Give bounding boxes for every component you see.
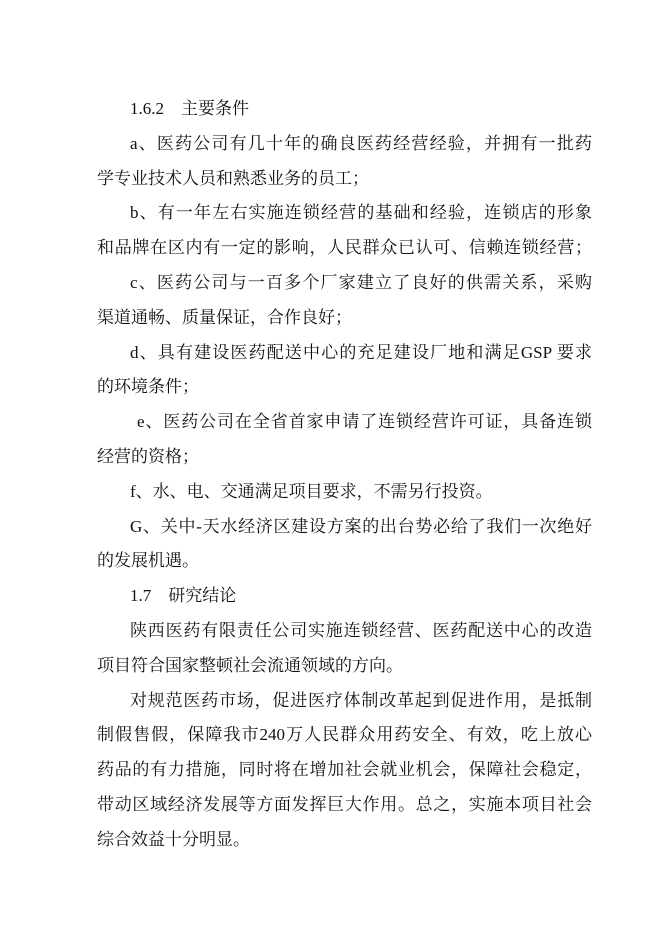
paragraph-line: 经营的资格； [97,446,199,466]
paragraph-line: 的环境条件； [97,377,199,397]
conclusion-paragraph-1 [97,614,592,684]
paragraph-line: 带动区域经济发展等方面发挥巨大作用。总之，实施本项目社会 [97,794,592,814]
paragraph-line: b、有一年左右实施连锁经营的基础和经验，连锁店的形象 [130,203,592,223]
paragraph-line: 陕西医药有限责任公司实施连锁经营、医药配送中心的改造 [130,620,592,640]
paragraph-line: a、医药公司有几十年的确良医药经营经验，并拥有一批药 [130,133,592,153]
condition-b [97,196,592,266]
paragraph-line: 学专业技术人员和熟悉业务的员工； [97,168,369,188]
paragraph-line: 对规范医药市场，促进医疗体制改革起到促进作用，是抵制 [130,690,592,710]
condition-g [97,510,592,580]
paragraph-line: 和品牌在区内有一定的影响，人民群众已认可、信赖连锁经营； [97,238,592,258]
paragraph-line: 项目符合国家整顿社会流通领域的方向。 [97,655,403,675]
paragraph-line: e、医药公司在全省首家申请了连锁经营许可证，具备连锁 [137,412,592,432]
paragraph-line: G、关中-天水经济区建设方案的出台势必给了我们一次绝好 [130,516,592,536]
document-body [97,92,592,858]
condition-d [97,336,592,406]
paragraph-line: 药品的有力措施，同时将在增加社会就业机会，保障社会稳定， [97,760,592,780]
section-heading-1-7: 1.7 研究结论 [130,586,237,606]
paragraph-line: d、具有建设医药配送中心的充足建设厂地和满足GSP 要求 [130,342,592,362]
paragraph-line: c、医药公司与一百多个厂家建立了良好的供需关系，采购 [130,272,592,292]
condition-a [97,127,592,197]
condition-c [97,266,592,336]
paragraph-line: 制假售假，保障我市240万人民群众用药安全、有效，吃上放心 [97,725,592,745]
condition-f [97,475,592,510]
conclusion-paragraph-2 [97,684,592,858]
paragraph-line: 综合效益十分明显。 [97,829,250,849]
section-heading-1-6-2: 1.6.2 主要条件 [130,99,249,118]
paragraph-line: f、水、电、交通满足项目要求，不需另行投资。 [130,481,493,501]
paragraph-line: 的发展机遇。 [97,551,199,571]
paragraph-line: 渠道通畅、质量保证，合作良好； [97,307,352,327]
condition-e [97,405,592,475]
